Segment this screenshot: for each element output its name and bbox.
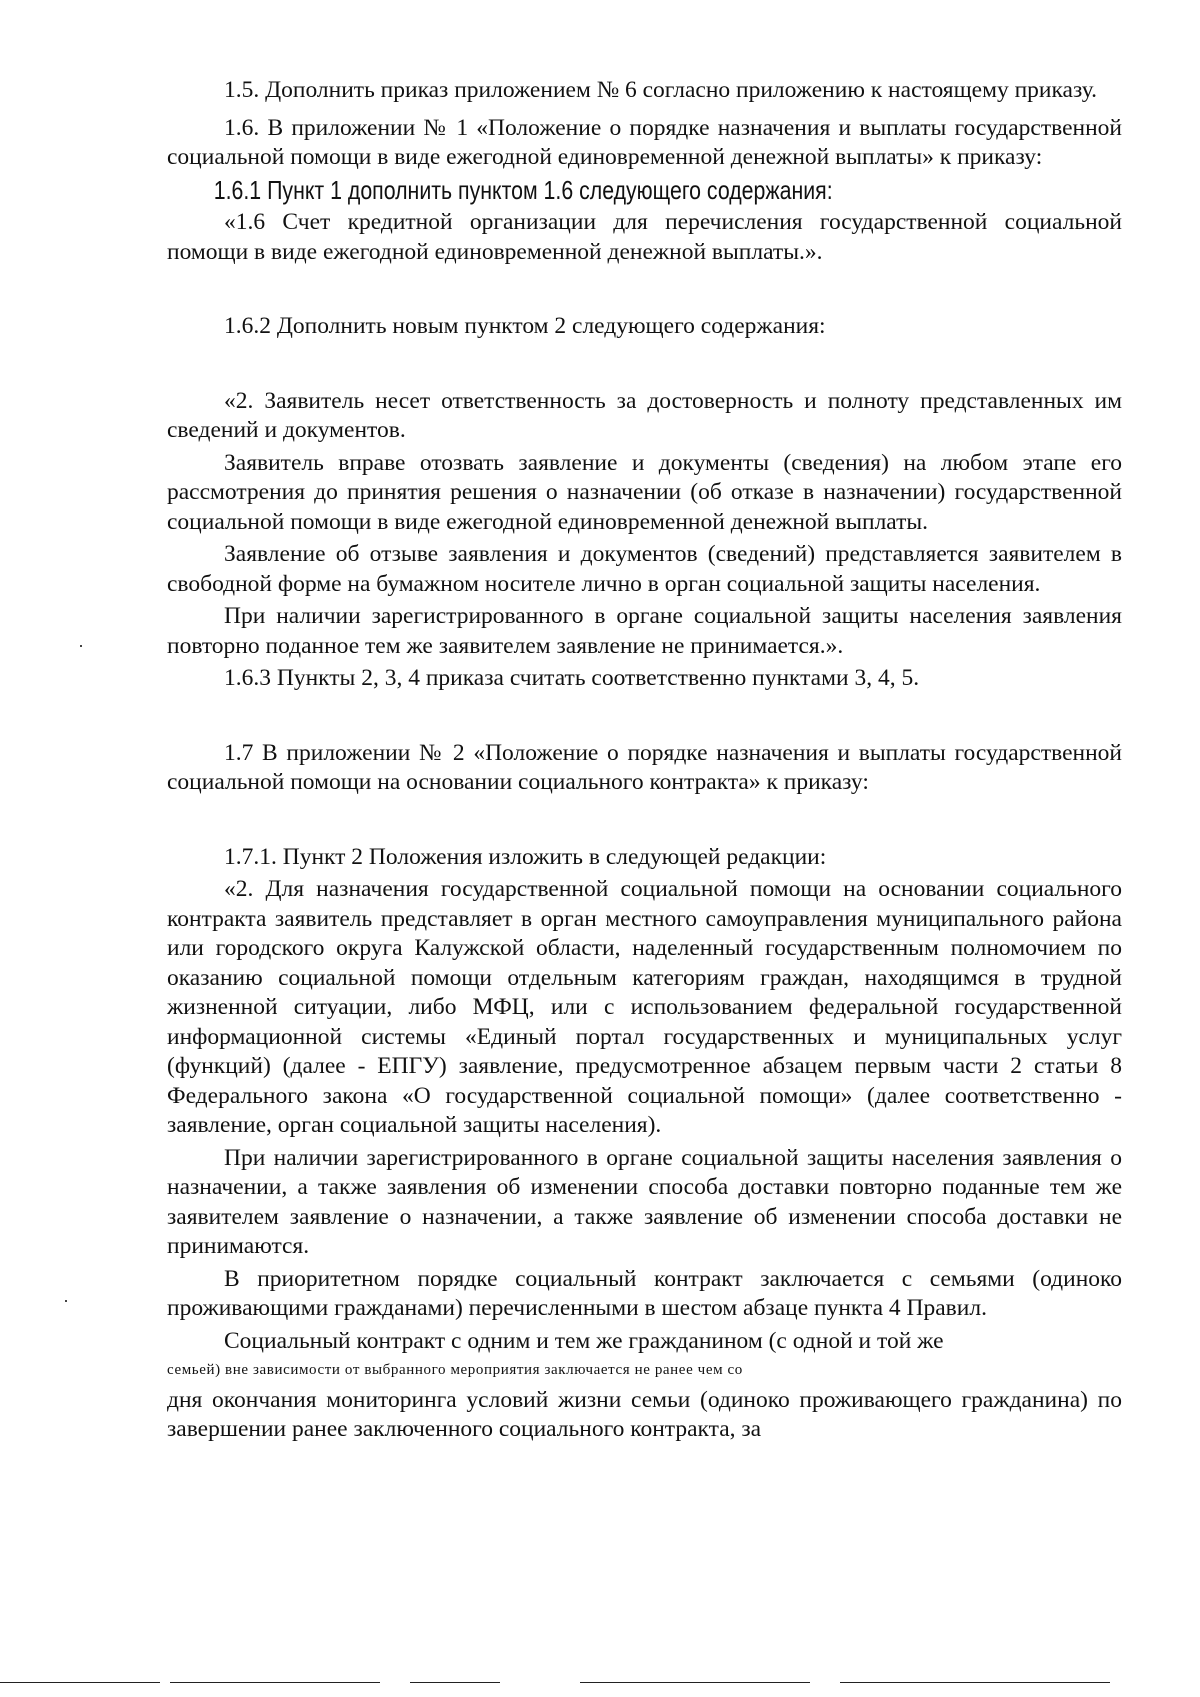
paragraph-3-contract-line-3: дня окончания мониторинга условий жизни семьи (одиноко проживающего гражданина) по завершении ранее заключенного социального контракта, за	[167, 1386, 1122, 1442]
paragraph-1-6-3: 1.6.3 Пункты 2, 3, 4 приказа считать соответственно пунктами 3, 4, 5.	[224, 665, 920, 691]
paragraph-2-responsibility: «2. Заявитель несет ответственность за достоверность и полноту представленных им сведений и документов.	[167, 387, 1122, 443]
paragraph-1-7: 1.7 В приложении № 2 «Положение о порядке назначения и выплаты государственной социальной помощи на основании социального контракта» к приказу:	[167, 739, 1122, 795]
paragraph-1-6-1: 1.6.1 Пункт 1 дополнить пунктом 1.6 следующего содержания:	[213, 174, 833, 205]
paragraph-1-6-2: 1.6.2 Дополнить новым пунктом 2 следующего содержания:	[224, 313, 826, 339]
paragraph-3-priority: В приоритетном порядке социальный контракт заключается с семьями (одиноко проживающими гражданами) перечисленными в шестом абзаце пункта 4 Правил.	[167, 1265, 1122, 1321]
bottom-rule	[580, 1682, 810, 1683]
bottom-rule	[0, 1682, 160, 1683]
paragraph-2-repeat: При наличии зарегистрированного в органе социальной защиты населения заявления повторно поданное тем же заявителем заявление не принимается.».	[167, 603, 1122, 659]
scan-speck	[80, 645, 82, 647]
scan-speck	[65, 1300, 67, 1302]
bottom-rule	[410, 1682, 500, 1683]
paragraph-3-application: «2. Для назначения государственной социальной помощи на основании социального контракта заявитель представляет в орган местного самоуправления муниципального района или городского округа Калужской области, наделенный государственным полномочием по оказанию социальной помощи отдельным категориям граждан, находящимся в трудной жизненной ситуации, либо МФЦ, или с использованием федеральной государственной информационной системы «Единый портал государственных и муниципальных услуг (функций) (далее - ЕПГУ) заявление, предусмотренное абзацем первым части 2 статьи 8 Федерального закона «О государственной социальной помощи» (далее соответственно - заявление, орган социальной защиты населения).	[167, 876, 1122, 1138]
paragraph-1-5: 1.5. Дополнить приказ приложением № 6 согласно приложению к настоящему приказу.	[224, 77, 1098, 103]
paragraph-3-contract-line-1: Социальный контракт с одним и тем же гражданином (с одной и той же	[224, 1327, 944, 1354]
document-body	[167, 76, 1122, 1445]
paragraph-1-6: 1.6. В приложении № 1 «Положение о порядке назначения и выплаты государственной социальной помощи в виде ежегодной единовременной денежной выплаты» к приказу:	[167, 114, 1122, 170]
bottom-rule	[170, 1682, 380, 1683]
paragraph-1-7-1: 1.7.1. Пункт 2 Положения изложить в следующей редакции:	[224, 843, 827, 870]
paragraph-3-contract-line-2: семьей) вне зависимости от выбранного мероприятия заключается не ранее чем со	[167, 1362, 743, 1378]
paragraph-2-withdraw-form: Заявление об отзыве заявления и документов (сведений) представляется заявителем в свободной форме на бумажном носителе лично в орган социальной защиты населения.	[167, 541, 1122, 597]
paragraph-3-repeat: При наличии зарегистрированного в органе социальной защиты населения заявления о назначении, а также заявления об изменении способа доставки повторно поданные тем же заявителем заявление о назначении, а также заявление об изменении способа доставки не принимаются.	[167, 1144, 1122, 1259]
bottom-rule	[840, 1682, 1110, 1683]
paragraph-1-6-quote: «1.6 Счет кредитной организации для перечисления государственной социальной помощи в виде ежегодной единовременной денежной выплаты.».	[167, 209, 1122, 265]
page-bottom-rules	[0, 1682, 1200, 1684]
paragraph-2-withdraw: Заявитель вправе отозвать заявление и документы (сведения) на любом этапе его рассмотрения до принятия решения о назначении (об отказе в назначении) государственной социальной помощи в виде ежегодной единовременной денежной выплаты.	[167, 449, 1122, 535]
